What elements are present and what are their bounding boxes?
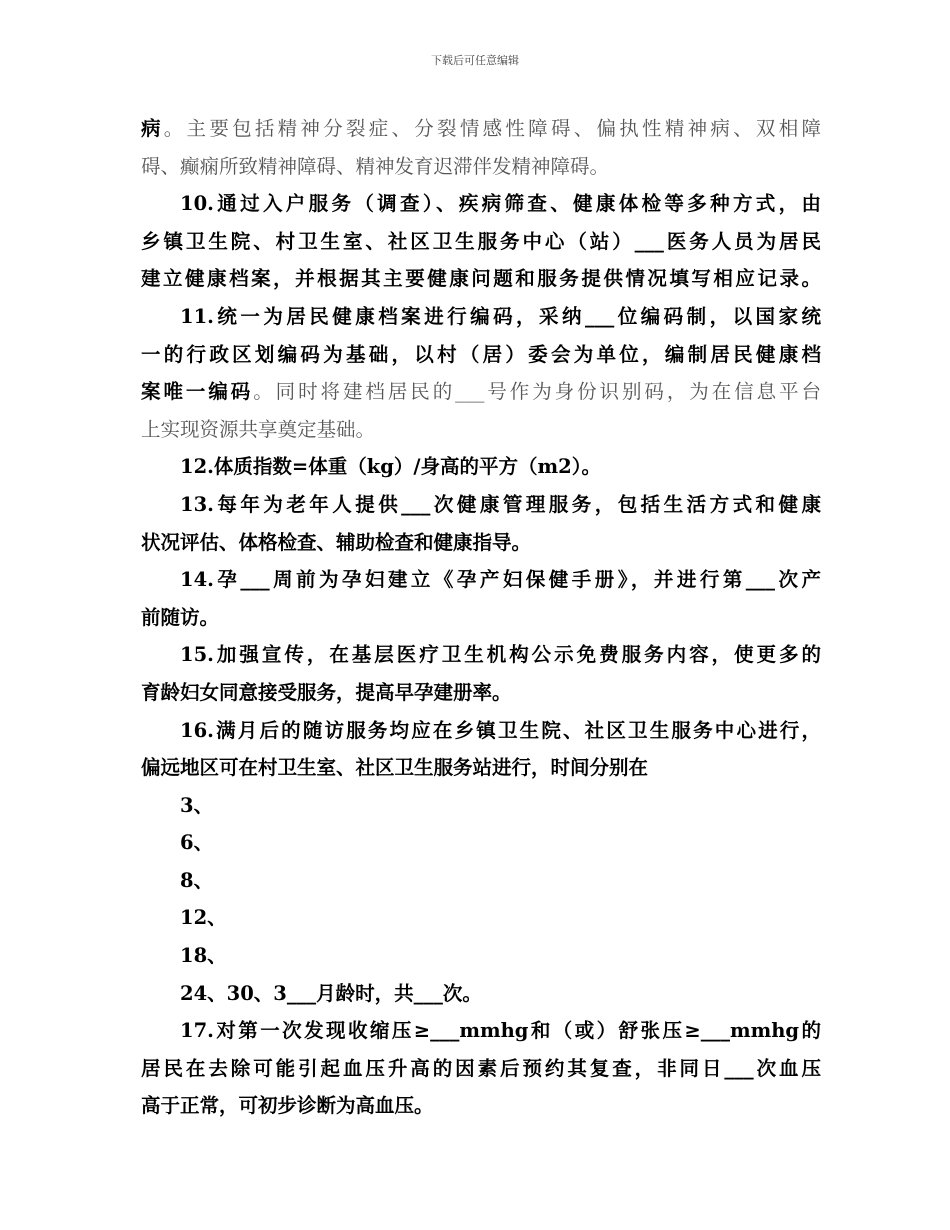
text-line	[141, 1050, 821, 1088]
text-segment: 状况评估、体格检查、辅助检查和健康指导。	[141, 530, 532, 554]
text-segment: 13.每年为老年人提供___次健康管理服务，包括生活方式和健康	[180, 492, 821, 516]
text-segment: 上实现资源共享奠定基础。	[141, 417, 376, 441]
text-segment: 18、	[180, 944, 227, 968]
text-segment: 。同时将建档居民的___号作为身份识别码，为在信息平台	[253, 380, 821, 404]
text-segment: 一的行政区划编码为基础，以村（居）委会为单位，编制居民健康档	[141, 342, 821, 366]
text-line	[141, 524, 821, 562]
text-line	[141, 862, 821, 900]
text-line	[141, 448, 821, 486]
text-segment: 。主要包括精神分裂症、分裂情感性障碍、偏执性精神病、双相障	[163, 117, 821, 140]
text-line	[141, 148, 821, 186]
text-line	[141, 636, 821, 674]
text-line	[141, 185, 821, 223]
text-line	[141, 110, 821, 148]
text-segment: 居民在去除可能引起血压升高的因素后预约其复查，非同日___次血压	[141, 1056, 821, 1080]
text-line	[141, 749, 821, 787]
text-segment: 案唯一编码	[141, 380, 254, 404]
text-segment: 高于正常，可初步诊断为高血压。	[141, 1094, 434, 1118]
page-header: 下载后可任意编辑	[431, 54, 519, 67]
text-segment: 10.通过入户服务（调查）、疾病筛查、健康体检等多种方式，由	[180, 192, 821, 216]
text-line	[141, 937, 821, 975]
text-line	[141, 223, 821, 261]
text-segment: 16.满月后的随访服务均应在乡镇卫生院、社区卫生服务中心进行，	[180, 718, 821, 742]
text-segment: 育龄妇女同意接受服务，提高早孕建册率。	[141, 680, 512, 704]
text-segment: 建立健康档案，并根据其主要健康问题和服务提供情况填写相应记录。	[141, 267, 821, 291]
text-line	[141, 298, 821, 336]
text-segment: 碍、癫痫所致精神障碍、精神发育迟滞伴发精神障碍。	[141, 154, 610, 178]
text-segment: 病	[141, 117, 164, 140]
text-segment: 12.体质指数=体重（kg）/身高的平方（m2）。	[180, 455, 601, 479]
text-segment: 17.对第一次发现收缩压≥___mmhg和（或）舒张压≥___mmhg的	[180, 1019, 821, 1043]
text-segment: 8、	[180, 868, 214, 892]
text-segment: 6、	[180, 831, 214, 855]
text-line	[141, 599, 821, 637]
text-segment: 前随访。	[141, 605, 220, 629]
text-line	[141, 373, 821, 411]
text-segment: 3、	[180, 793, 214, 817]
text-line	[141, 1012, 821, 1050]
text-line	[141, 824, 821, 862]
text-segment: 24、30、3___月龄时，共___次。	[180, 981, 482, 1005]
text-line	[141, 411, 821, 449]
text-line	[141, 486, 821, 524]
text-segment: 15.加强宣传，在基层医疗卫生机构公示免费服务内容，使更多的	[180, 643, 821, 667]
text-line	[141, 712, 821, 750]
text-line	[141, 336, 821, 374]
text-segment: 11.统一为居民健康档案进行编码，采纳___位编码制，以国家统	[180, 304, 821, 328]
text-line	[141, 561, 821, 599]
text-line	[141, 674, 821, 712]
text-segment: 14.孕___周前为孕妇建立《孕产妇保健手册》，并进行第___次产	[180, 568, 821, 592]
text-line	[141, 975, 821, 1013]
text-segment: 12、	[180, 906, 227, 930]
document-body	[141, 110, 821, 1125]
text-segment: 乡镇卫生院、村卫生室、社区卫生服务中心（站）___医务人员为居民	[141, 229, 821, 253]
text-line	[141, 1087, 821, 1125]
text-line	[141, 787, 821, 825]
text-line	[141, 899, 821, 937]
text-segment: 偏远地区可在村卫生室、社区卫生服务站进行，时间分别在	[141, 756, 649, 780]
text-line	[141, 260, 821, 298]
